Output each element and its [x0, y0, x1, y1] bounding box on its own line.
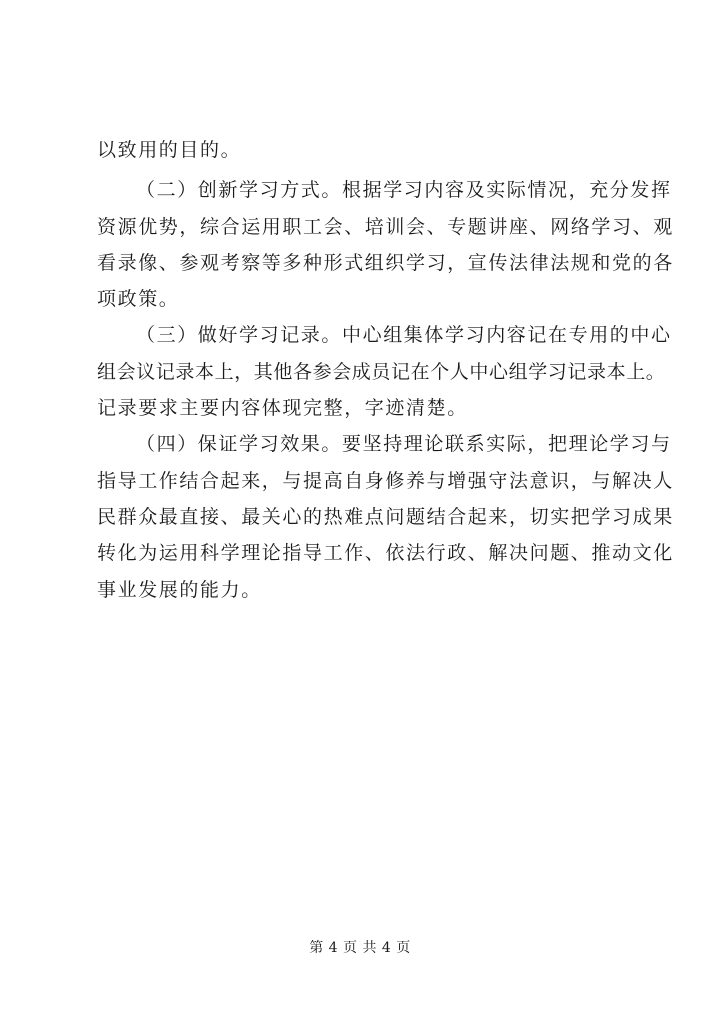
text-line: 记录要求主要内容体现完整，字迹清楚。: [97, 397, 468, 419]
text-line: 转化为运用科学理论指导工作、依法行政、解决问题、推动文化: [97, 542, 674, 564]
text-line: 看录像、参观考察等多种形式组织学习，宣传法律法规和党的各: [97, 252, 674, 274]
text-line: 以致用的目的。: [97, 139, 242, 161]
text-line: 指导工作结合起来，与提高自身修养与增强守法意识，与解决人: [97, 470, 674, 492]
page-number-footer: 第 4 页 共 4 页: [309, 940, 411, 956]
text-line: 组会议记录本上，其他各参会成员记在个人中心组学习记录本上。: [97, 361, 666, 383]
paragraph-4-start: （四）保证学习效果。要坚持理论联系实际，把理论学习与: [136, 433, 672, 455]
text-line: 资源优势，综合运用职工会、培训会、专题讲座、网络学习、观: [97, 216, 674, 238]
text-line: 事业发展的能力。: [97, 579, 262, 601]
paragraph-3-start: （三）做好学习记录。中心组集体学习内容记在专用的中心: [136, 324, 672, 346]
text-line: 民群众最直接、最关心的热难点问题结合起来，切实把学习成果: [97, 506, 674, 528]
text-line: 项政策。: [97, 288, 180, 310]
paragraph-2-start: （二）创新学习方式。根据学习内容及实际情况，充分发挥: [136, 179, 672, 201]
